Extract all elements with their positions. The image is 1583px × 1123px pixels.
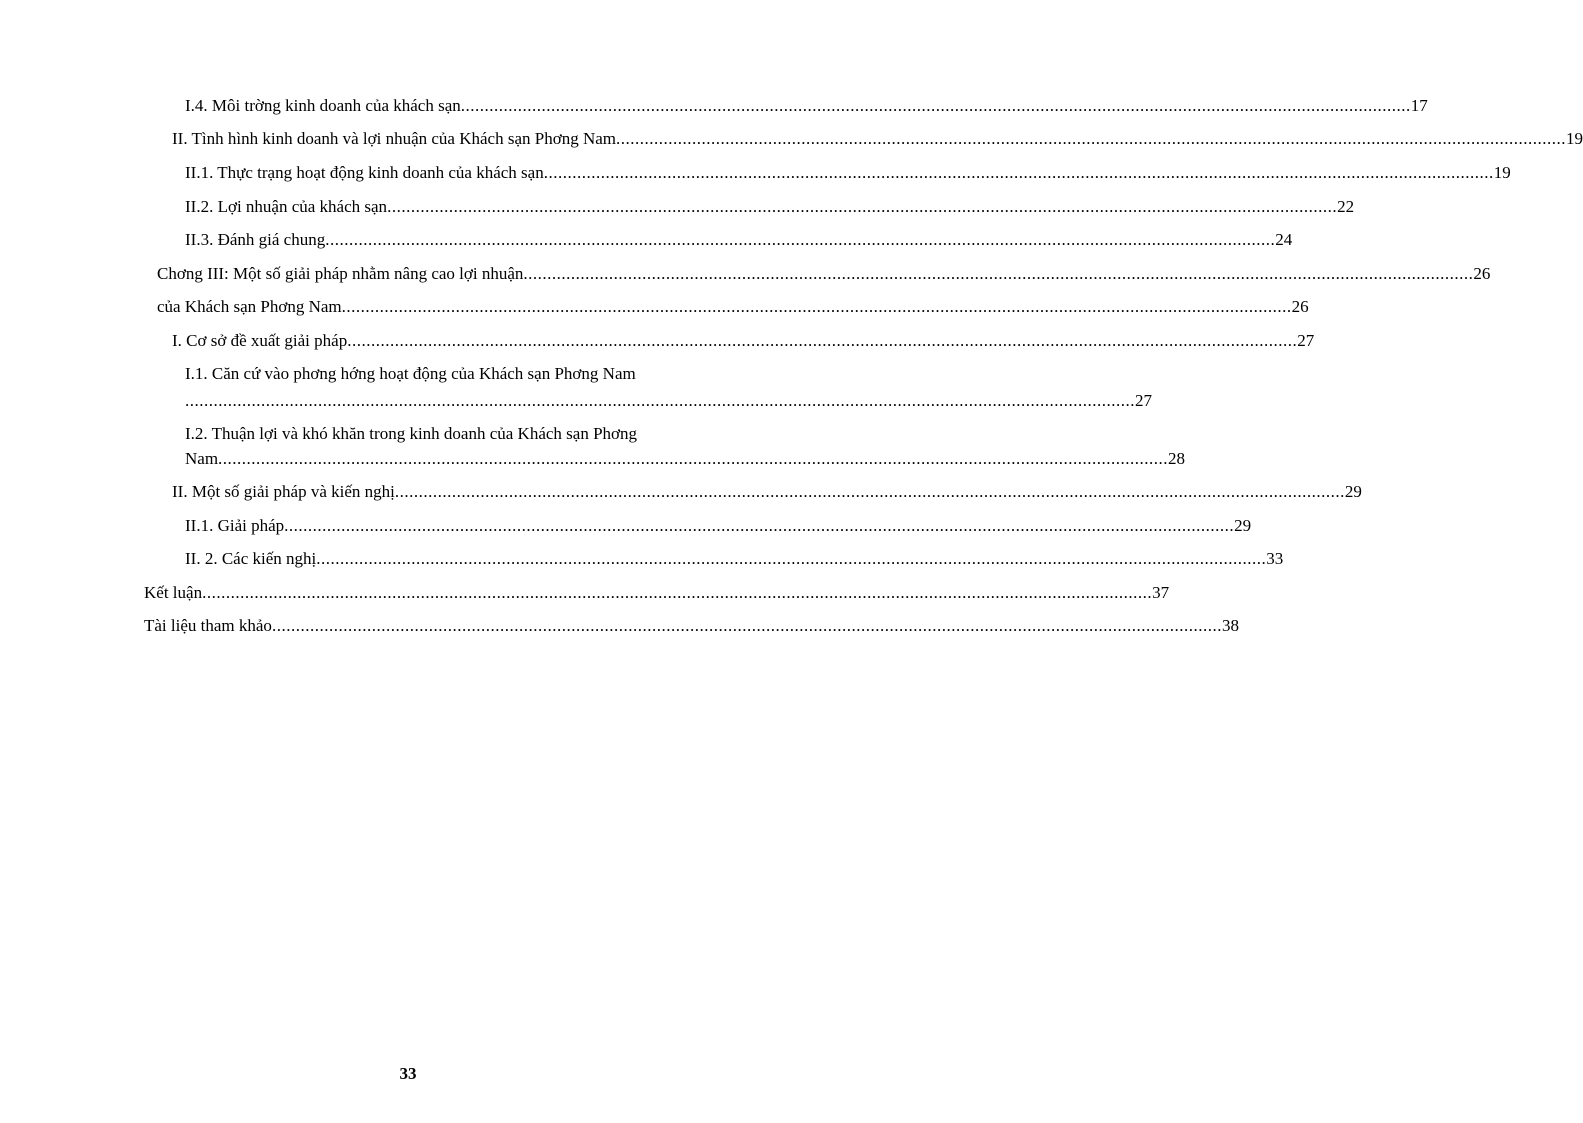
toc-entry-i-1 — [185, 391, 1152, 411]
toc-page: 27 — [1135, 391, 1152, 410]
toc-label: Tài liệu tham khảo — [144, 616, 272, 635]
toc-page: 28 — [1168, 449, 1186, 468]
toc-entry-ii-2 — [185, 197, 1355, 217]
toc-label: I.1. Căn cứ vào phơng hớng hoạt động của Khách sạn Phơng Nam — [185, 364, 636, 383]
toc-leader: ........................................................................................................................................................................................................ — [543, 163, 1494, 182]
toc-page: 26 — [1291, 297, 1309, 316]
page-number: 33 — [399, 1064, 417, 1083]
toc-page: 19 — [1493, 163, 1511, 182]
toc-leader: ........................................................................................................................................................................................................ — [218, 449, 1169, 468]
toc-label: II.1. Thực trạng hoạt động kinh doanh của khách sạn — [185, 163, 544, 182]
toc-page: 17 — [1410, 96, 1428, 115]
toc-entry-tai-lieu — [144, 616, 1239, 636]
toc-leader: ........................................................................................................................................................................................................ — [316, 549, 1267, 568]
toc-label: Kết luận — [144, 583, 203, 602]
toc-leader: ........................................................................................................................................................................................................ — [523, 264, 1474, 283]
toc-page: 24 — [1275, 230, 1293, 249]
toc-leader: ........................................................................................................................................................................................................ — [460, 96, 1411, 115]
toc-entry-ii — [172, 129, 1583, 149]
toc-page: 27 — [1297, 331, 1315, 350]
toc-label: I. Cơ sở đề xuất giải pháp — [172, 331, 348, 350]
toc-entry-ii-3 — [185, 230, 1293, 250]
toc-leader: ........................................................................................................................................................................................................ — [394, 482, 1345, 501]
toc-leader: ........................................................................................................................................................................................................ — [271, 616, 1222, 635]
toc-page: 19 — [1566, 129, 1583, 148]
toc-label: Chơng III: Một số giải pháp nhằm nâng cao lợi nhuận — [157, 264, 524, 283]
toc-label: I.2. Thuận lợi và khó khăn trong kinh doanh của Khách sạn Phơng — [185, 424, 638, 443]
toc-leader: ........................................................................................................................................................................................................ — [341, 297, 1292, 316]
toc-leader: ........................................................................................................................................................................................................ — [185, 391, 1135, 410]
toc-label-continued: Nam — [185, 449, 219, 468]
toc-entry-chapter-iii — [157, 264, 1491, 284]
toc-label: II.3. Đánh giá chung — [185, 230, 326, 249]
toc-label: của Khách sạn Phơng Nam — [157, 297, 342, 316]
toc-entry-i — [172, 331, 1315, 351]
toc-leader: ........................................................................................................................................................................................................ — [284, 516, 1235, 535]
toc-label: I.4. Môi trờng kinh doanh của khách sạn — [185, 96, 461, 115]
toc-page: 26 — [1473, 264, 1491, 283]
toc-leader: ........................................................................................................................................................................................................ — [616, 129, 1567, 148]
toc-leader: ........................................................................................................................................................................................................ — [387, 197, 1338, 216]
toc-label: II.1. Giải pháp — [185, 516, 285, 535]
toc-entry-ii-b-2 — [185, 549, 1284, 569]
toc-page: 37 — [1152, 583, 1170, 602]
toc-label: II. Tình hình kinh doanh và lợi nhuận của Khách sạn Phơng Nam — [172, 129, 617, 148]
toc-label: II. Một số giải pháp và kiến nghị — [172, 482, 395, 501]
toc-entry-ii-1 — [185, 163, 1511, 183]
toc-label: II. 2. Các kiến nghị — [185, 549, 317, 568]
toc-page: 22 — [1337, 197, 1355, 216]
toc-leader: ........................................................................................................................................................................................................ — [325, 230, 1276, 249]
toc-entry-ii-b-1 — [185, 516, 1252, 536]
toc-entry-chapter-iii-cont — [157, 297, 1309, 317]
toc-leader: ........................................................................................................................................................................................................ — [202, 583, 1153, 602]
toc-page: 38 — [1221, 616, 1239, 635]
toc-entry-1-4 — [185, 96, 1428, 116]
toc-page: 29 — [1234, 516, 1252, 535]
toc-page: 33 — [1266, 549, 1284, 568]
toc-page: 29 — [1344, 482, 1362, 501]
toc-label: II.2. Lợi nhuận của khách sạn — [185, 197, 388, 216]
toc-leader: ........................................................................................................................................................................................................ — [347, 331, 1298, 350]
toc-entry-ii-b — [172, 482, 1362, 502]
toc-entry-i-2 — [185, 449, 1186, 469]
toc-entry-ket-luan — [144, 583, 1170, 603]
